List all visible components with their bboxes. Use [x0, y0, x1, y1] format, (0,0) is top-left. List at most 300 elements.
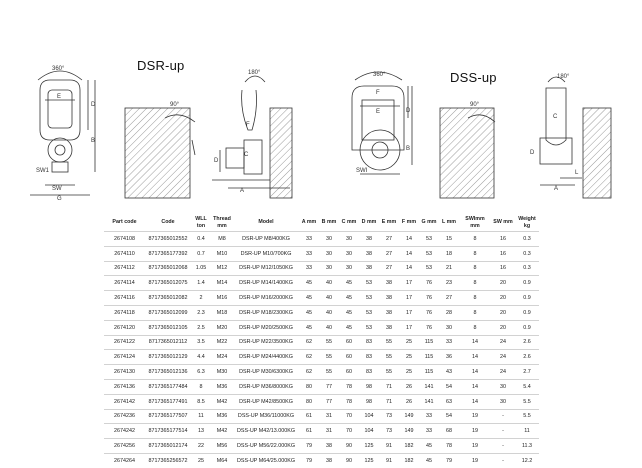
cell-model: DSR-UP M24/4400KG	[233, 350, 299, 365]
cell-f: 149	[399, 409, 419, 424]
cell-thread: M8	[211, 232, 233, 247]
table-row	[104, 379, 539, 394]
cell-e: 91	[379, 439, 399, 454]
cell-code: 8717365177484	[145, 379, 191, 394]
cell-c: 90	[339, 453, 359, 467]
svg-text:B: B	[91, 138, 96, 144]
cell-b: 77	[319, 394, 339, 409]
cell-code: 8717365177392	[145, 246, 191, 261]
cell-e: 55	[379, 335, 399, 350]
cell-wll: 22	[191, 439, 211, 454]
svg-text:D: D	[214, 158, 219, 164]
cell-f: 14	[399, 246, 419, 261]
cell-f: 149	[399, 424, 419, 439]
cell-d: 38	[359, 261, 379, 276]
svg-text:D: D	[406, 108, 411, 114]
cell-g: 45	[419, 453, 439, 467]
cell-d: 125	[359, 439, 379, 454]
cell-model: DSS-UP M64/25.000KG	[233, 453, 299, 467]
cell-model: DSR-UP M20/2500KG	[233, 320, 299, 335]
cell-c: 78	[339, 379, 359, 394]
cell-a: 80	[299, 394, 319, 409]
cell-b: 30	[319, 232, 339, 247]
cell-d: 104	[359, 424, 379, 439]
cell-thread: M16	[211, 291, 233, 306]
cell-f: 25	[399, 365, 419, 380]
cell-model: DSR-UP M12/1050KG	[233, 261, 299, 276]
cell-f: 14	[399, 232, 419, 247]
cell-a: 62	[299, 335, 319, 350]
cell-code: 8717365012105	[145, 320, 191, 335]
cell-thread: M64	[211, 453, 233, 467]
table-row	[104, 305, 539, 320]
cell-l: 30	[439, 320, 459, 335]
cell-f: 182	[399, 439, 419, 454]
cell-code: 8717365012174	[145, 439, 191, 454]
header-c: C mm	[341, 219, 357, 226]
cell-swi: 14	[459, 394, 491, 409]
svg-text:A: A	[554, 186, 559, 192]
cell-d: 104	[359, 409, 379, 424]
cell-f: 25	[399, 350, 419, 365]
cell-thread: M10	[211, 246, 233, 261]
cell-a: 45	[299, 276, 319, 291]
cell-swi: 19	[459, 409, 491, 424]
cell-code: 8717365177514	[145, 424, 191, 439]
cell-part-code: 2674110	[104, 246, 145, 261]
cell-sw: 24	[491, 335, 515, 350]
cell-d: 125	[359, 453, 379, 467]
cell-part-code: 2674256	[104, 439, 145, 454]
cell-c: 30	[339, 261, 359, 276]
cell-sw: 20	[491, 320, 515, 335]
cell-f: 14	[399, 261, 419, 276]
cell-e: 38	[379, 291, 399, 306]
cell-d: 53	[359, 291, 379, 306]
cell-sw: 24	[491, 350, 515, 365]
cell-weight: 5.5	[515, 409, 539, 424]
cell-sw: 24	[491, 365, 515, 380]
cell-g: 76	[419, 320, 439, 335]
cell-code: 8717365012099	[145, 305, 191, 320]
table-row	[104, 335, 539, 350]
cell-d: 83	[359, 350, 379, 365]
cell-model: DSR-UP M36/8000KG	[233, 379, 299, 394]
cell-a: 33	[299, 232, 319, 247]
cell-wll: 2.3	[191, 305, 211, 320]
cell-c: 45	[339, 305, 359, 320]
cell-a: 33	[299, 246, 319, 261]
cell-e: 27	[379, 261, 399, 276]
svg-text:SW1: SW1	[36, 168, 50, 174]
cell-model: DSR-UP M22/3500KG	[233, 335, 299, 350]
header-code: Code	[161, 219, 175, 226]
cell-c: 70	[339, 424, 359, 439]
cell-a: 79	[299, 439, 319, 454]
cell-c: 45	[339, 291, 359, 306]
cell-swi: 19	[459, 453, 491, 467]
specification-table	[104, 214, 539, 468]
cell-l: 23	[439, 276, 459, 291]
cell-a: 80	[299, 379, 319, 394]
cell-part-code: 2674136	[104, 379, 145, 394]
cell-c: 70	[339, 409, 359, 424]
table-row	[104, 232, 539, 247]
cell-e: 73	[379, 424, 399, 439]
cell-thread: M20	[211, 320, 233, 335]
cell-e: 55	[379, 350, 399, 365]
cell-sw: -	[491, 424, 515, 439]
cell-f: 17	[399, 320, 419, 335]
cell-wll: 11	[191, 409, 211, 424]
cell-c: 45	[339, 276, 359, 291]
cell-part-code: 2674122	[104, 335, 145, 350]
cell-wll: 6.3	[191, 365, 211, 380]
cell-part-code: 2674264	[104, 453, 145, 467]
cell-swi: 8	[459, 261, 491, 276]
table-row	[104, 320, 539, 335]
cell-b: 38	[319, 453, 339, 467]
cell-swi: 14	[459, 379, 491, 394]
svg-text:C: C	[553, 114, 558, 120]
dsr-side-view	[125, 76, 292, 198]
svg-text:90°: 90°	[470, 102, 480, 108]
cell-model: DSS-UP M56/22.000KG	[233, 439, 299, 454]
cell-swi: 8	[459, 320, 491, 335]
cell-code: 8717365177491	[145, 394, 191, 409]
table-row	[104, 424, 539, 439]
cell-part-code: 2674142	[104, 394, 145, 409]
cell-code: 8717365012068	[145, 261, 191, 276]
drawing-svg	[0, 0, 642, 212]
cell-weight: 11.3	[515, 439, 539, 454]
cell-b: 55	[319, 365, 339, 380]
cell-a: 61	[299, 424, 319, 439]
dss-side-view	[440, 77, 611, 198]
cell-thread: M42	[211, 394, 233, 409]
table-header-row	[104, 214, 539, 232]
cell-a: 79	[299, 453, 319, 467]
cell-f: 17	[399, 276, 419, 291]
svg-text:B: B	[406, 146, 411, 152]
cell-e: 55	[379, 365, 399, 380]
cell-wll: 25	[191, 453, 211, 467]
cell-e: 27	[379, 232, 399, 247]
cell-code: 8717365012082	[145, 291, 191, 306]
cell-sw: 30	[491, 379, 515, 394]
cell-thread: M24	[211, 350, 233, 365]
cell-weight: 5.5	[515, 394, 539, 409]
cell-l: 28	[439, 305, 459, 320]
svg-text:F: F	[246, 122, 250, 128]
cell-weight: 0.3	[515, 232, 539, 247]
cell-l: 43	[439, 365, 459, 380]
header-part-code: Part code	[112, 219, 137, 226]
cell-wll: 8.5	[191, 394, 211, 409]
cell-c: 30	[339, 246, 359, 261]
cell-l: 27	[439, 291, 459, 306]
cell-thread: M56	[211, 439, 233, 454]
cell-b: 55	[319, 350, 339, 365]
cell-d: 38	[359, 232, 379, 247]
table-row	[104, 409, 539, 424]
cell-model: DSR-UP M30/6300KG	[233, 365, 299, 380]
cell-b: 40	[319, 320, 339, 335]
cell-part-code: 2674116	[104, 291, 145, 306]
cell-part-code: 2674120	[104, 320, 145, 335]
cell-part-code: 2674114	[104, 276, 145, 291]
cell-l: 21	[439, 261, 459, 276]
cell-e: 38	[379, 276, 399, 291]
cell-d: 83	[359, 365, 379, 380]
cell-weight: 0.9	[515, 320, 539, 335]
cell-swi: 14	[459, 350, 491, 365]
cell-d: 53	[359, 276, 379, 291]
cell-sw: 16	[491, 232, 515, 247]
cell-e: 91	[379, 453, 399, 467]
cell-e: 73	[379, 409, 399, 424]
cell-f: 26	[399, 394, 419, 409]
cell-b: 31	[319, 409, 339, 424]
cell-g: 53	[419, 246, 439, 261]
cell-g: 141	[419, 379, 439, 394]
cell-l: 36	[439, 350, 459, 365]
cell-d: 98	[359, 379, 379, 394]
cell-wll: 0.4	[191, 232, 211, 247]
cell-l: 15	[439, 232, 459, 247]
cell-wll: 4.4	[191, 350, 211, 365]
cell-g: 76	[419, 305, 439, 320]
cell-part-code: 2674118	[104, 305, 145, 320]
cell-part-code: 2674130	[104, 365, 145, 380]
cell-a: 45	[299, 320, 319, 335]
cell-weight: 5.4	[515, 379, 539, 394]
cell-swi: 19	[459, 439, 491, 454]
cell-weight: 0.9	[515, 291, 539, 306]
table-body	[104, 232, 539, 468]
cell-swi: 8	[459, 291, 491, 306]
header-wll: WLL ton	[195, 216, 207, 229]
svg-text:E: E	[376, 109, 381, 115]
cell-part-code: 2674124	[104, 350, 145, 365]
table-row	[104, 276, 539, 291]
cell-b: 55	[319, 335, 339, 350]
cell-wll: 13	[191, 424, 211, 439]
cell-b: 38	[319, 439, 339, 454]
cell-sw: 20	[491, 291, 515, 306]
cell-e: 38	[379, 320, 399, 335]
cell-weight: 2.7	[515, 365, 539, 380]
header-model: Model	[258, 219, 274, 226]
cell-c: 90	[339, 439, 359, 454]
cell-l: 78	[439, 439, 459, 454]
cell-b: 40	[319, 291, 339, 306]
dss-front-view	[352, 72, 412, 174]
svg-text:D: D	[530, 150, 535, 156]
cell-weight: 2.6	[515, 350, 539, 365]
cell-g: 53	[419, 261, 439, 276]
cell-d: 53	[359, 305, 379, 320]
cell-weight: 0.3	[515, 246, 539, 261]
table-row	[104, 350, 539, 365]
cell-e: 38	[379, 305, 399, 320]
cell-wll: 0.7	[191, 246, 211, 261]
svg-text:360°: 360°	[52, 66, 65, 72]
cell-sw: 16	[491, 261, 515, 276]
cell-l: 33	[439, 335, 459, 350]
header-g: G mm	[421, 219, 437, 226]
cell-weight: 11	[515, 424, 539, 439]
header-l: L mm	[441, 219, 457, 226]
dss-up-title: DSS-up	[450, 70, 497, 85]
cell-model: DSR-UP M16/2000KG	[233, 291, 299, 306]
header-a: A mm	[301, 219, 317, 226]
cell-g: 53	[419, 232, 439, 247]
cell-thread: M12	[211, 261, 233, 276]
svg-text:180°: 180°	[248, 70, 261, 76]
cell-model: DSR-UP M8/400KG	[233, 232, 299, 247]
cell-f: 17	[399, 291, 419, 306]
cell-l: 68	[439, 424, 459, 439]
cell-code: 8717365012112	[145, 335, 191, 350]
header-e: E mm	[381, 219, 397, 226]
cell-thread: M22	[211, 335, 233, 350]
cell-wll: 1.4	[191, 276, 211, 291]
cell-b: 40	[319, 276, 339, 291]
cell-swi: 14	[459, 365, 491, 380]
cell-code: 8717365012129	[145, 350, 191, 365]
cell-a: 62	[299, 365, 319, 380]
cell-d: 98	[359, 394, 379, 409]
cell-d: 53	[359, 320, 379, 335]
cell-g: 45	[419, 439, 439, 454]
cell-g: 33	[419, 424, 439, 439]
technical-drawings	[0, 0, 642, 212]
svg-text:G: G	[57, 196, 62, 202]
cell-c: 60	[339, 365, 359, 380]
cell-swi: 8	[459, 232, 491, 247]
table-row	[104, 439, 539, 454]
svg-text:L: L	[575, 170, 579, 176]
cell-code: 8717365012552	[145, 232, 191, 247]
header-d: D mm	[361, 219, 377, 226]
cell-model: DSR-UP M14/1400KG	[233, 276, 299, 291]
svg-text:D: D	[91, 102, 96, 108]
table-row	[104, 394, 539, 409]
cell-thread: M14	[211, 276, 233, 291]
cell-e: 27	[379, 246, 399, 261]
cell-l: 63	[439, 394, 459, 409]
cell-sw: -	[491, 453, 515, 467]
cell-l: 79	[439, 453, 459, 467]
cell-wll: 8	[191, 379, 211, 394]
cell-c: 60	[339, 335, 359, 350]
cell-b: 30	[319, 246, 339, 261]
cell-f: 26	[399, 379, 419, 394]
header-swi: SWImm mm	[465, 216, 485, 229]
cell-swi: 8	[459, 246, 491, 261]
cell-model: DSR-UP M42/8500KG	[233, 394, 299, 409]
cell-wll: 2	[191, 291, 211, 306]
table-row	[104, 291, 539, 306]
svg-text:F: F	[376, 90, 380, 96]
cell-c: 60	[339, 350, 359, 365]
cell-swi: 14	[459, 335, 491, 350]
cell-code: 8717365012136	[145, 365, 191, 380]
cell-code: 8717365177507	[145, 409, 191, 424]
cell-thread: M36	[211, 409, 233, 424]
cell-g: 141	[419, 394, 439, 409]
cell-model: DSR-UP M18/2300KG	[233, 305, 299, 320]
cell-a: 45	[299, 305, 319, 320]
svg-text:90°: 90°	[170, 102, 180, 108]
cell-part-code: 2674108	[104, 232, 145, 247]
table-row	[104, 246, 539, 261]
header-f: F mm	[401, 219, 417, 226]
header-thread: Thread mm	[213, 216, 231, 229]
cell-model: DSR-UP M10/700KG	[233, 246, 299, 261]
cell-weight: 12.2	[515, 453, 539, 467]
cell-weight: 0.3	[515, 261, 539, 276]
cell-wll: 1.05	[191, 261, 211, 276]
table-row	[104, 453, 539, 467]
cell-b: 77	[319, 379, 339, 394]
cell-swi: 8	[459, 305, 491, 320]
table-row	[104, 261, 539, 276]
cell-c: 78	[339, 394, 359, 409]
cell-g: 115	[419, 350, 439, 365]
svg-text:SW: SW	[52, 186, 62, 192]
cell-g: 115	[419, 365, 439, 380]
cell-g: 76	[419, 276, 439, 291]
cell-sw: -	[491, 409, 515, 424]
cell-b: 30	[319, 261, 339, 276]
cell-l: 18	[439, 246, 459, 261]
cell-l: 54	[439, 379, 459, 394]
svg-text:SWI: SWI	[356, 168, 368, 174]
cell-swi: 19	[459, 424, 491, 439]
cell-sw: 30	[491, 394, 515, 409]
cell-wll: 2.5	[191, 320, 211, 335]
cell-b: 40	[319, 305, 339, 320]
cell-model: DSS-UP M36/11000KG	[233, 409, 299, 424]
cell-code: 8717365012075	[145, 276, 191, 291]
cell-d: 38	[359, 246, 379, 261]
cell-g: 115	[419, 335, 439, 350]
cell-f: 25	[399, 335, 419, 350]
cell-part-code: 2674236	[104, 409, 145, 424]
cell-e: 71	[379, 394, 399, 409]
svg-text:180°: 180°	[557, 74, 570, 80]
cell-c: 30	[339, 232, 359, 247]
svg-text:360°: 360°	[373, 72, 386, 78]
cell-a: 33	[299, 261, 319, 276]
svg-text:A: A	[240, 188, 245, 194]
cell-thread: M36	[211, 379, 233, 394]
cell-g: 33	[419, 409, 439, 424]
cell-g: 76	[419, 291, 439, 306]
cell-weight: 0.9	[515, 305, 539, 320]
cell-weight: 0.9	[515, 276, 539, 291]
header-sw: SW mm	[493, 219, 513, 226]
cell-code: 8717365256572	[145, 453, 191, 467]
cell-l: 54	[439, 409, 459, 424]
cell-sw: 20	[491, 276, 515, 291]
cell-a: 61	[299, 409, 319, 424]
cell-thread: M18	[211, 305, 233, 320]
cell-part-code: 2674112	[104, 261, 145, 276]
header-weight: Weight kg	[518, 216, 536, 229]
